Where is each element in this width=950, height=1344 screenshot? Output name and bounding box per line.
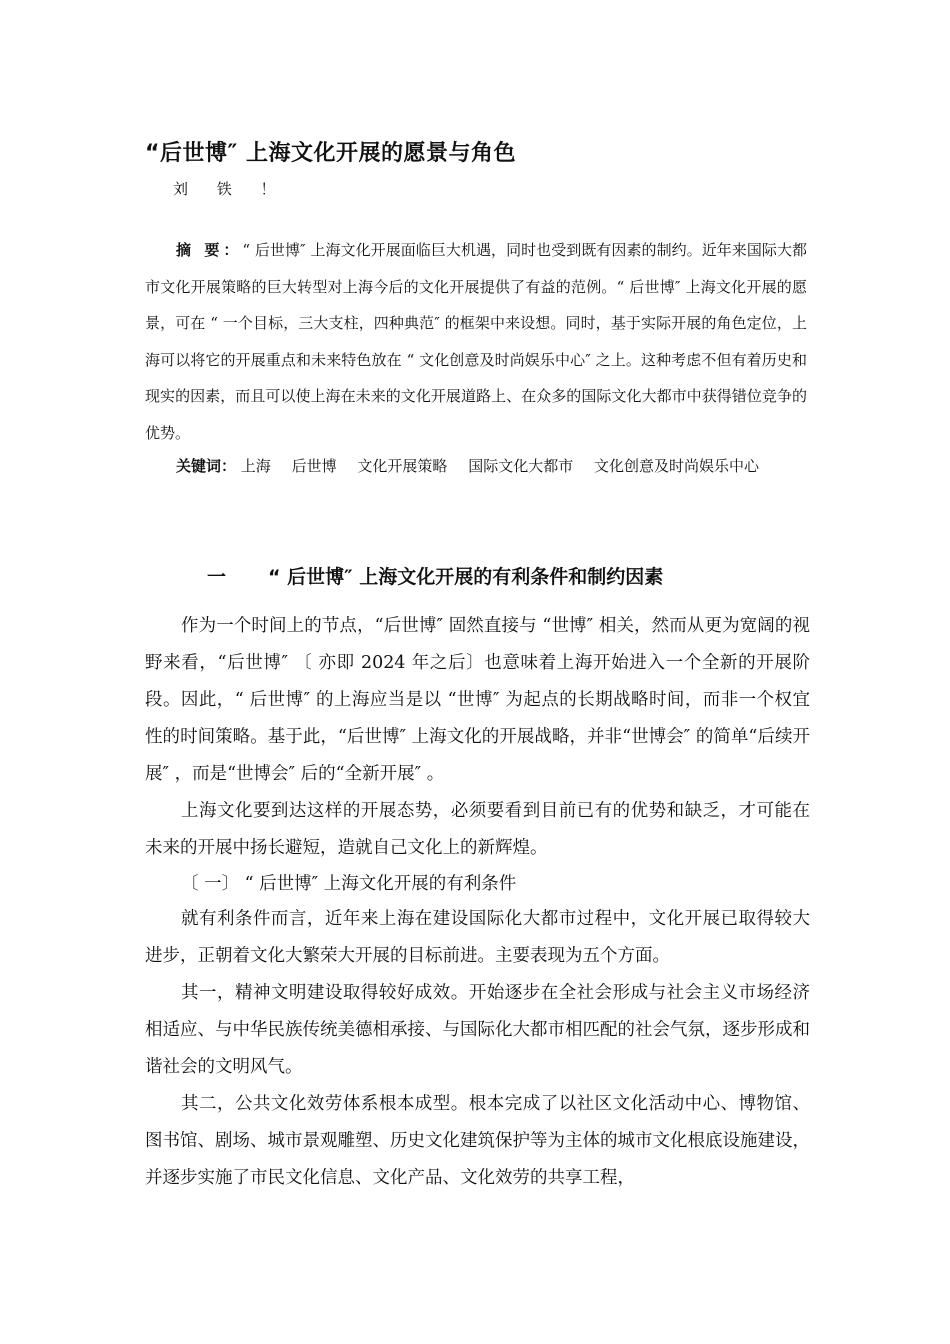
body-text — [145, 608, 810, 1197]
keyword: 文化开展策略 — [357, 457, 448, 475]
subheading: 〔 一〕 “ 后世博″ 上海文化开展的有利条件 — [181, 874, 517, 894]
keyword: 上海 — [240, 457, 271, 475]
author-name: 刘 铁 ！ — [173, 180, 288, 198]
section-heading — [207, 562, 663, 589]
keyword: 文化创意及时尚娱乐中心 — [593, 457, 759, 475]
paragraph: 就有利条件而言，近年来上海在建设国际化大都市过程中，文化开展已取得较大进步，正朝着文化大繁荣大开展的目标前进。主要表现为五个方面。 — [145, 909, 810, 966]
abstract-text: “ 后世博″ 上海文化开展面临巨大机遇，同时也受到既有因素的制约。近年来国际大都市文化开展策略的巨大转型对上海今后的文化开展提供了有益的范例。“ 后世博″ 上海文化开展的愿景，可在 “ 一个目标，三大支柱，四种典范″ 的框架中来设想。同时，基于实际开展的角色定位，上海可以将它的开展重点和未来特色放在 “ 文化创意及时尚娱乐中心″ 之上。这种考虑不但有着历史和现实的因素，而且可以使上海在未来的文化开展道路上、在众多的国际文化大都市中获得错位竞争的优势。 — [145, 241, 807, 442]
document-title: “后世博″ 上海文化开展的愿景与角色 — [145, 141, 516, 166]
keyword: 后世博 — [291, 457, 337, 475]
section-number: 一 — [207, 566, 227, 588]
paragraph: 其一，精神文明建设取得较好成效。开始逐步在全社会形成与社会主义市场经济相适应、与中华民族传统美德相承接、与国际化大都市相匹配的社会气氛，逐步形成和谐社会的文明风气。 — [145, 983, 810, 1077]
keywords-label: 关键词： — [176, 457, 237, 475]
keyword: 国际文化大都市 — [468, 457, 574, 475]
section-title: “ 后世博″ 上海文化开展的有利条件和制约因素 — [268, 566, 664, 588]
abstract-label: 摘 要： — [176, 241, 243, 259]
paragraph: 其二，公共文化效劳体系根本成型。根本完成了以社区文化活动中心、博物馆、图书馆、剧场、城市景观雕塑、历史文化建筑保护等为主体的城市文化根底设施建设，并逐步实施了市民文化信息、文化产品、文化效劳的共享工程， — [145, 1094, 810, 1188]
paragraph: 上海文化要到达这样的开展态势，必须要看到目前已有的优势和缺乏，才可能在未来的开展中扬长避短，造就自己文化上的新辉煌。 — [145, 801, 810, 858]
paragraph: 作为一个时间上的节点，“后世博″ 固然直接与 “世博″ 相关，然而从更为宽阔的视野来看，“后世博″ 〔 亦即 2024 年之后〕也意味着上海开始进入一个全新的开展阶段。因此，“ 后世博″ 的上海应当是以 “世博″ 为起点的长期战略时间，而非一个权宜性的时间策略。基于此，“后世博″ 上海文化的开展战略，并非“世博会″ 的简单“后续开展″ ，而是“世博会″ 后的“全新开展″ 。 — [145, 616, 810, 784]
keywords — [176, 452, 775, 480]
abstract — [145, 232, 807, 451]
